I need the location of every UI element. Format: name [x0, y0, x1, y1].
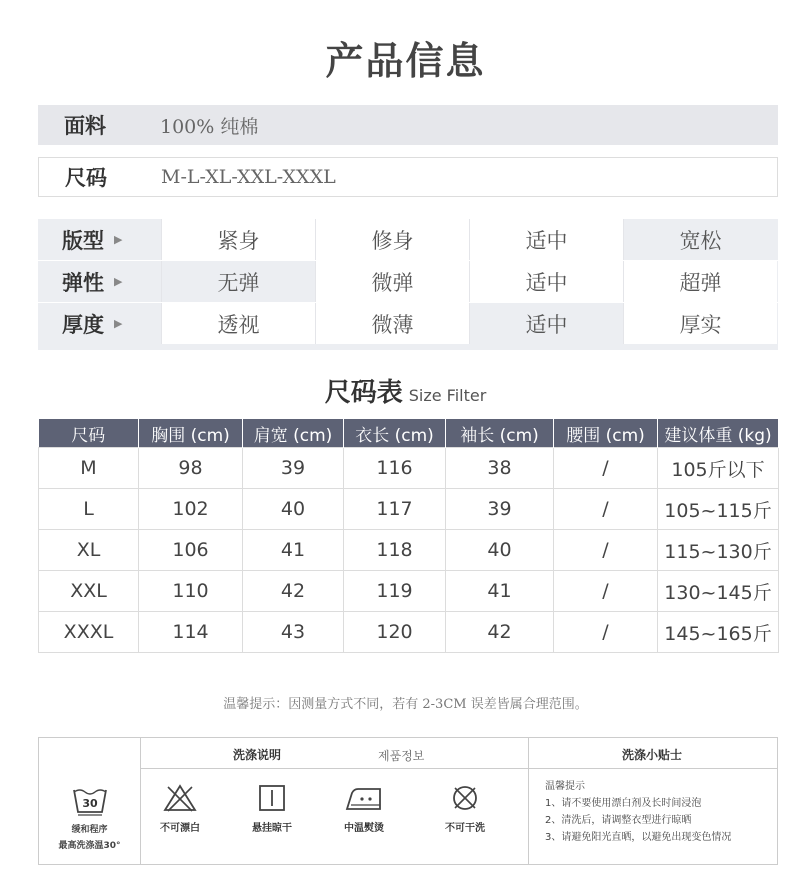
instructions-title: 洗涤说明 — [233, 748, 282, 762]
icon-caption: 悬挂晾干 — [252, 823, 292, 834]
icon-caption: 中温熨烫 — [344, 823, 384, 834]
iron-medium-icon — [344, 783, 384, 813]
table-cell: 41 — [243, 530, 344, 571]
table-cell: 40 — [446, 530, 554, 571]
fabric-value: 100% 纯棉 — [160, 115, 259, 138]
table-cell: 42 — [243, 571, 344, 612]
table-cell: 120 — [344, 612, 446, 653]
table-row — [39, 448, 779, 489]
table-cell: 40 — [243, 489, 344, 530]
care-panel — [38, 737, 778, 865]
attribute-grid — [38, 218, 778, 350]
option-cell: 紧身 — [161, 219, 315, 260]
fabric-label: 面料 — [64, 114, 106, 138]
icon-caption: 不可漂白 — [160, 823, 200, 834]
fabric-row — [38, 105, 778, 145]
column-header: 腰围 (cm) — [554, 419, 658, 448]
tip-item: 3、请避免阳光直晒，以避免出现变色情况 — [545, 832, 732, 843]
washing-instructions-section — [140, 738, 529, 864]
measurement-note: 温馨提示：因测量方式不同，若有 2-3CM 误差皆属合理范围。 — [223, 697, 588, 712]
option-cell: 厚实 — [623, 303, 777, 344]
table-cell: 116 — [344, 448, 446, 489]
table-cell: 117 — [344, 489, 446, 530]
table-cell: 102 — [139, 489, 243, 530]
table-cell: 115~130斤 — [658, 530, 779, 571]
svg-text:30: 30 — [81, 797, 98, 810]
table-cell: XXXL — [39, 612, 139, 653]
attribute-label: 厚度 — [62, 312, 104, 337]
table-cell: / — [554, 489, 658, 530]
table-cell: 39 — [446, 489, 554, 530]
option-cell: 微薄 — [315, 303, 469, 344]
size-row — [38, 157, 778, 197]
table-row — [39, 612, 779, 653]
wash-caption-line2: 最高洗涤温30° — [58, 841, 121, 851]
attribute-row-elasticity — [38, 260, 778, 302]
table-cell: XXL — [39, 571, 139, 612]
size-label: 尺码 — [65, 166, 107, 190]
icon-caption: 不可干洗 — [445, 823, 485, 834]
page-title: 产品信息 — [325, 39, 486, 83]
table-cell: 110 — [139, 571, 243, 612]
option-cell: 超弹 — [623, 261, 777, 302]
triangle-right-icon: ▶ — [114, 233, 123, 246]
size-chart-title: 尺码表 Size Filter — [324, 378, 487, 408]
table-cell: / — [554, 530, 658, 571]
attribute-row-fit — [38, 218, 778, 260]
table-cell: XL — [39, 530, 139, 571]
attribute-label: 弹性 — [62, 270, 104, 295]
table-cell: / — [554, 448, 658, 489]
korean-title: 제품정보 — [378, 749, 425, 763]
table-cell: 38 — [446, 448, 554, 489]
wash-caption-line1: 缓和程序 — [71, 825, 108, 835]
washing-temp-section — [39, 738, 141, 864]
table-cell: 43 — [243, 612, 344, 653]
care-tips-section — [528, 738, 777, 864]
column-header: 衣长 (cm) — [344, 419, 446, 448]
option-cell: 适中 — [469, 219, 623, 260]
table-cell: M — [39, 448, 139, 489]
size-table — [38, 419, 779, 653]
table-row — [39, 530, 779, 571]
table-cell: 42 — [446, 612, 554, 653]
no-dry-clean-icon — [450, 783, 480, 813]
column-header: 尺码 — [39, 419, 139, 448]
table-cell: 114 — [139, 612, 243, 653]
column-header: 肩宽 (cm) — [243, 419, 344, 448]
tip-item: 1、请不要使用漂白剂及长时间浸泡 — [545, 798, 702, 809]
table-cell: 130~145斤 — [658, 571, 779, 612]
table-cell: 41 — [446, 571, 554, 612]
table-cell: 98 — [139, 448, 243, 489]
option-cell: 透视 — [161, 303, 315, 344]
table-header-row — [39, 419, 779, 448]
tips-title: 洗涤小贴士 — [622, 748, 683, 762]
option-cell-selected: 无弹 — [161, 261, 315, 302]
table-cell: / — [554, 612, 658, 653]
table-cell: / — [554, 571, 658, 612]
attribute-label: 版型 — [62, 228, 104, 253]
hang-dry-icon — [257, 783, 287, 813]
table-cell: 105~115斤 — [658, 489, 779, 530]
tips-heading: 温馨提示 — [545, 781, 585, 792]
table-cell: 118 — [344, 530, 446, 571]
triangle-right-icon: ▶ — [114, 317, 123, 330]
no-bleach-icon — [163, 783, 197, 813]
triangle-right-icon: ▶ — [114, 275, 123, 288]
attribute-row-thickness — [38, 302, 778, 344]
table-cell: 145~165斤 — [658, 612, 779, 653]
table-cell: L — [39, 489, 139, 530]
table-cell: 39 — [243, 448, 344, 489]
option-cell-selected: 适中 — [469, 303, 623, 344]
option-cell: 修身 — [315, 219, 469, 260]
table-cell: 119 — [344, 571, 446, 612]
table-cell: 105斤以下 — [658, 448, 779, 489]
tip-item: 2、清洗后，请调整衣型进行晾晒 — [545, 815, 692, 826]
size-value: M-L-XL-XXL-XXXL — [161, 166, 336, 188]
table-row — [39, 571, 779, 612]
option-cell: 微弹 — [315, 261, 469, 302]
column-header: 建议体重 (kg) — [658, 419, 779, 448]
wash-30-icon — [72, 786, 108, 816]
option-cell: 适中 — [469, 261, 623, 302]
table-row — [39, 489, 779, 530]
option-cell-selected: 宽松 — [623, 219, 777, 260]
table-cell: 106 — [139, 530, 243, 571]
column-header: 袖长 (cm) — [446, 419, 554, 448]
column-header: 胸围 (cm) — [139, 419, 243, 448]
